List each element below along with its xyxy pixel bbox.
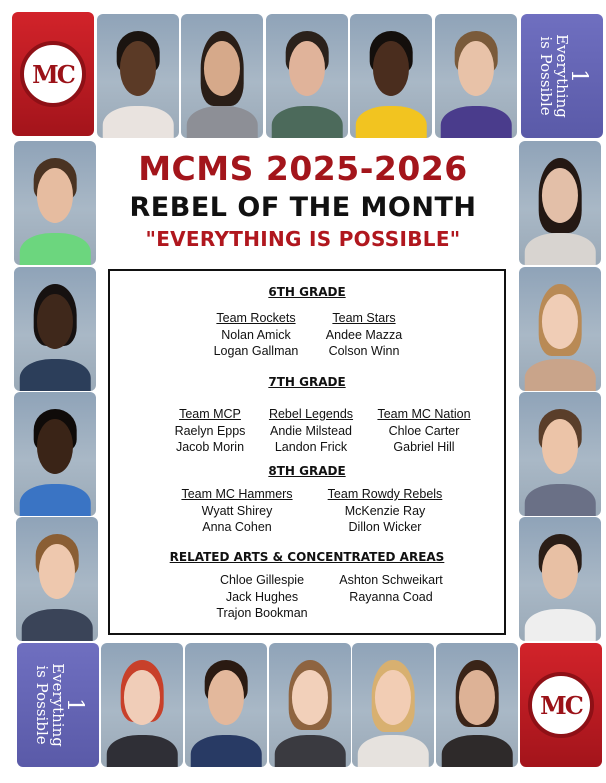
team-column	[206, 310, 306, 360]
team-column	[256, 406, 366, 456]
student-name: Nolan Amick	[221, 327, 291, 342]
student-name: Chloe Carter	[388, 423, 460, 438]
related-column-1	[206, 572, 318, 622]
student-photo	[97, 14, 179, 138]
team-name: Team Rowdy Rebels	[327, 487, 443, 501]
student-name: Landon Frick	[274, 440, 348, 454]
mc-logo: MC	[20, 41, 86, 107]
student-photo	[185, 643, 267, 767]
student-photo	[519, 141, 601, 265]
team-name: Team Rockets	[216, 311, 296, 325]
grade-heading-7: 7TH GRADE	[268, 375, 346, 389]
student-photo	[181, 14, 263, 138]
student-photo	[519, 517, 601, 641]
grade-heading-6: 6TH GRADE	[268, 285, 346, 299]
student-name: Rayanna Coad	[349, 589, 433, 604]
student-photo	[350, 14, 432, 138]
mc-logo-tile	[12, 12, 94, 136]
honor-roll-panel	[108, 269, 506, 635]
student-name: Trajon Bookman	[216, 606, 308, 620]
student-photo	[266, 14, 348, 138]
page-header	[100, 148, 506, 252]
grade-heading-8: 8TH GRADE	[268, 464, 346, 478]
page-title: MCMS 2025-2026	[138, 149, 468, 188]
student-photo	[519, 267, 601, 391]
slogan-tile	[521, 14, 603, 138]
slogan-tile	[17, 643, 99, 767]
student-name: Andie Milstead	[270, 423, 352, 438]
student-photo	[269, 643, 351, 767]
team-name: Team MC Hammers	[181, 487, 293, 501]
team-name: Team Stars	[332, 311, 396, 325]
student-name: Andee Mazza	[325, 327, 403, 342]
student-photo	[436, 643, 518, 767]
student-photo	[435, 14, 517, 138]
student-name: Anna Cohen	[202, 520, 272, 534]
page-subtitle: REBEL OF THE MONTH	[129, 192, 477, 223]
student-name: Ashton Schweikart	[339, 573, 443, 587]
slogan-text: 1 Everything is Possible	[33, 663, 87, 747]
student-name: Wyatt Shirey	[201, 503, 273, 518]
student-photo	[101, 643, 183, 767]
student-photo	[519, 392, 601, 516]
slogan-text: 1 Everything is Possible	[537, 34, 591, 118]
student-name: Raelyn Epps	[174, 423, 246, 438]
student-photo	[14, 392, 96, 516]
team-column	[314, 310, 414, 360]
team-column	[155, 406, 265, 456]
page-theme: "EVERYTHING IS POSSIBLE"	[145, 227, 461, 251]
related-arts-heading: RELATED ARTS & CONCENTRATED AREAS	[169, 550, 445, 564]
student-name: Chloe Gillespie	[219, 573, 305, 587]
student-photo	[14, 141, 96, 265]
student-name: Logan Gallman	[213, 344, 299, 358]
student-photo	[14, 267, 96, 391]
student-name: Dillon Wicker	[348, 520, 422, 534]
team-name: Team MC Nation	[377, 407, 471, 421]
student-name: Jacob Morin	[175, 440, 245, 454]
student-name: Gabriel Hill	[393, 440, 455, 454]
team-name: Rebel Legends	[268, 407, 354, 421]
student-photo	[16, 517, 98, 641]
team-column	[369, 406, 479, 456]
student-name: Colson Winn	[328, 344, 400, 358]
student-name: Jack Hughes	[225, 589, 299, 604]
team-column	[172, 486, 302, 536]
team-name: Team MCP	[179, 407, 241, 421]
student-photo	[352, 643, 434, 767]
student-name: McKenzie Ray	[344, 503, 426, 518]
mc-logo: MC	[528, 672, 594, 738]
team-column	[315, 486, 455, 536]
related-column-2	[326, 572, 456, 605]
mc-logo-tile	[520, 643, 602, 767]
